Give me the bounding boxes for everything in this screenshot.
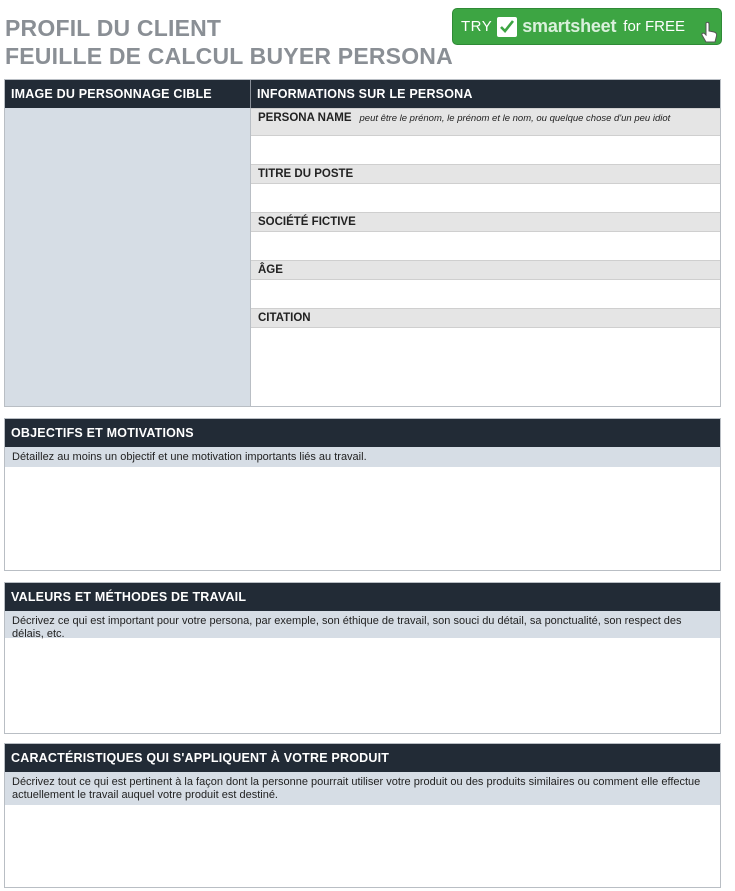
values-methods-section	[4, 582, 721, 734]
fictional-company-field[interactable]	[251, 232, 720, 260]
job-title-field[interactable]	[251, 184, 720, 212]
fictional-company-label: SOCIÉTÉ FICTIVE	[251, 212, 720, 232]
page-title: PROFIL DU CLIENT	[5, 15, 222, 41]
age-field[interactable]	[251, 280, 720, 308]
values-input-area[interactable]	[5, 638, 720, 733]
checkmark-icon	[497, 17, 517, 37]
persona-name-label-text: PERSONA NAME	[258, 112, 352, 124]
product-characteristics-section	[4, 743, 721, 888]
persona-name-hint: peut être le prénom, le prénom et le nom, ou quelque chose d'un peu idiot	[359, 113, 671, 124]
persona-info-panel	[4, 79, 721, 407]
persona-image-area[interactable]	[5, 108, 251, 406]
goals-motivations-section	[4, 418, 721, 571]
job-title-label: TITRE DU POSTE	[251, 164, 720, 184]
characteristics-header: CARACTÉRISTIQUES QUI S'APPLIQUENT À VOTRE PRODUIT	[5, 744, 720, 772]
values-description: Décrivez ce qui est important pour votre persona, par exemple, son éthique de travail, son souci du détail, sa ponctualité, son respect des délais, etc.	[5, 611, 720, 638]
characteristics-input-area[interactable]	[5, 805, 720, 887]
persona-name-label	[251, 108, 720, 136]
quote-field[interactable]	[251, 328, 720, 405]
persona-info-fields	[251, 108, 720, 405]
info-header: INFORMATIONS SUR LE PERSONA	[251, 80, 720, 108]
cta-free-label: for FREE	[623, 18, 685, 35]
cta-brand-label: smartsheet	[522, 16, 617, 36]
quote-label: CITATION	[251, 308, 720, 328]
cta-try-label: TRY	[461, 18, 493, 35]
characteristics-description: Décrivez tout ce qui est pertinent à la façon dont la personne pourrait utiliser votre produit ou des produits similaires ou comment elle effectue actuellement le travail auquel votre produit est destiné.	[5, 772, 720, 805]
goals-description: Détaillez au moins un objectif et une motivation importants liés au travail.	[5, 447, 720, 467]
pointer-hand-icon	[699, 21, 719, 49]
goals-header: OBJECTIFS ET MOTIVATIONS	[5, 419, 720, 447]
values-header: VALEURS ET MÉTHODES DE TRAVAIL	[5, 583, 720, 611]
goals-input-area[interactable]	[5, 467, 720, 570]
page-subtitle: FEUILLE DE CALCUL BUYER PERSONA	[5, 43, 453, 69]
try-smartsheet-button[interactable]	[452, 8, 722, 45]
image-header: IMAGE DU PERSONNAGE CIBLE	[5, 80, 251, 108]
persona-name-field[interactable]	[251, 136, 720, 164]
age-label: ÂGE	[251, 260, 720, 280]
